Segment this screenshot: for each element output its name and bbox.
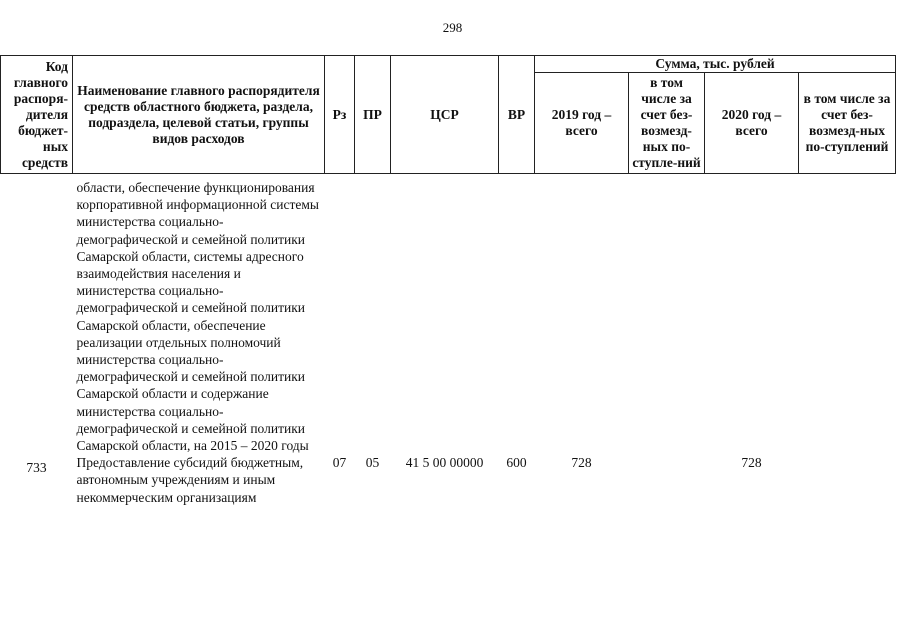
table-body (1, 174, 896, 506)
row-2019-total: 728 (571, 455, 592, 471)
header-csr: ЦСР (391, 56, 499, 174)
budget-table (0, 55, 896, 506)
header-code: Код главного распоря-дителя бюджет-ных средств (1, 56, 73, 174)
table-row-continuation (1, 174, 896, 455)
row-vr: 600 (506, 455, 527, 471)
header-name: Наименование главного распорядителя средств областного бюджета, раздела, подраздела, целевой статьи, группы видов расходов (73, 56, 325, 174)
page-number: 298 (442, 20, 463, 35)
row-2020-total: 728 (741, 455, 762, 471)
header-2020-gratuitous: в том числе за счет без-возмезд-ных по-ступлений (799, 73, 896, 174)
header-vr: ВР (499, 56, 535, 174)
row-code: 733 (26, 460, 47, 476)
header-2019-gratuitous: в том числе за счет без-возмезд-ных по-ступле-ний (629, 73, 705, 174)
row-pr: 05 (365, 455, 380, 471)
row-2019-gratuitous (629, 454, 705, 506)
row-name: Предоставление субсидий бюджетным, автономным учреждениям и иным некоммерческим организациям (76, 455, 304, 505)
row-csr: 41 5 00 00000 (405, 455, 484, 471)
row-rz: 07 (332, 455, 347, 471)
header-pr: ПР (355, 56, 391, 174)
row-2020-gratuitous (799, 454, 896, 506)
header-2019-total: 2019 год – всего (535, 73, 629, 174)
header-2020-total: 2020 год – всего (705, 73, 799, 174)
continuation-text: области, обеспечение функционирования корпоративной информационной системы министерства социально-демографической и семейной политики Самарской области, системы адресного взаимодействия населения и министерства социально-демографической и семейной политики Самарской области, обеспечение реализации отдельных полномочий министерства социально-демографической и семейной политики Самарской области и содержание министерства социально-демографической и семейной политики Самарской области, на 2015 – 2020 годы (76, 180, 319, 454)
table-header (1, 56, 896, 174)
header-sum-group: Сумма, тыс. рублей (535, 56, 896, 73)
table-row (1, 454, 896, 506)
header-rz: Рз (325, 56, 355, 174)
